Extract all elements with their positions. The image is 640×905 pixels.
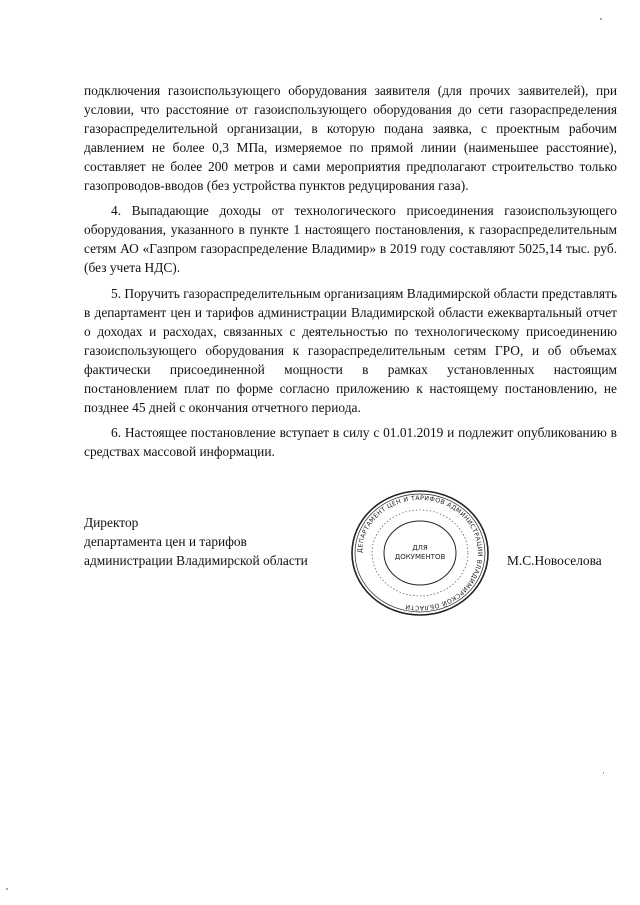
- document-body: [84, 82, 617, 469]
- scan-speck: [6, 888, 8, 890]
- scan-speck: [600, 18, 602, 20]
- paragraph-item-6: 6. Настоящее постановление вступает в силу с 01.01.2019 и подлежит опубликованию в средствах массовой информации.: [84, 425, 617, 460]
- paragraph-item-4: 4. Выпадающие доходы от технологического присоединения газоиспользующего оборудования, указанного в пункте 1 настоящего постановления, к газораспределительным сетям АО «Газпром газораспределение Владимир» в 2019 году составляют 5025,14 тыс. руб. (без учета НДС).: [84, 203, 617, 276]
- signatory-title: [84, 514, 308, 571]
- signatory-title-line: Директор: [84, 515, 139, 530]
- seal-outer-text: ДЕПАРТАМЕНТ ЦЕН И ТАРИФОВ АДМИНИСТРАЦИИ ВЛАДИМИРСКОЙ ОБЛАСТИ: [356, 494, 484, 612]
- signatory-name: М.С.Новоселова: [507, 553, 602, 568]
- signatory-title-line: департамента цен и тарифов: [84, 533, 247, 549]
- signatory-title-line: администрации Владимирской области: [84, 552, 308, 568]
- seal-inner-text-1: ДЛЯ: [412, 544, 428, 552]
- seal-inner-text-2: ДОКУМЕНТОВ: [394, 553, 446, 561]
- paragraph-item-5: 5. Поручить газораспределительным организациям Владимирской области представлять в департамент цен и тарифов администрации Владимирской области ежеквартальный отчет о доходах и расходах, связанных с деятельностью по технологическому присоединению газоиспользующего оборудования к газораспределительным сетям ГРО, и об объемах фактически присоединенной мощности в рамках установленных настоящим постановлением плат по форме согласно приложению к настоящему постановлению, не позднее 45 дней с окончания отчетного периода.: [84, 286, 617, 415]
- scan-speck: [603, 772, 604, 774]
- paragraph-continuation: подключения газоиспользующего оборудования заявителя (для прочих заявителей), при условии, что расстояние от газоиспользующего оборудования до сети газораспределения газораспределительной организации, в которую подана заявка, с проектным рабочим давлением не более 0,3 МПа, измеряемое по прямой линии (наименьшее расстояние), составляет не более 200 метров и сами мероприятия предполагают строительство только газопроводов-вводов (без устройства пунктов редуцирования газа).: [84, 83, 617, 193]
- official-seal: [345, 488, 495, 618]
